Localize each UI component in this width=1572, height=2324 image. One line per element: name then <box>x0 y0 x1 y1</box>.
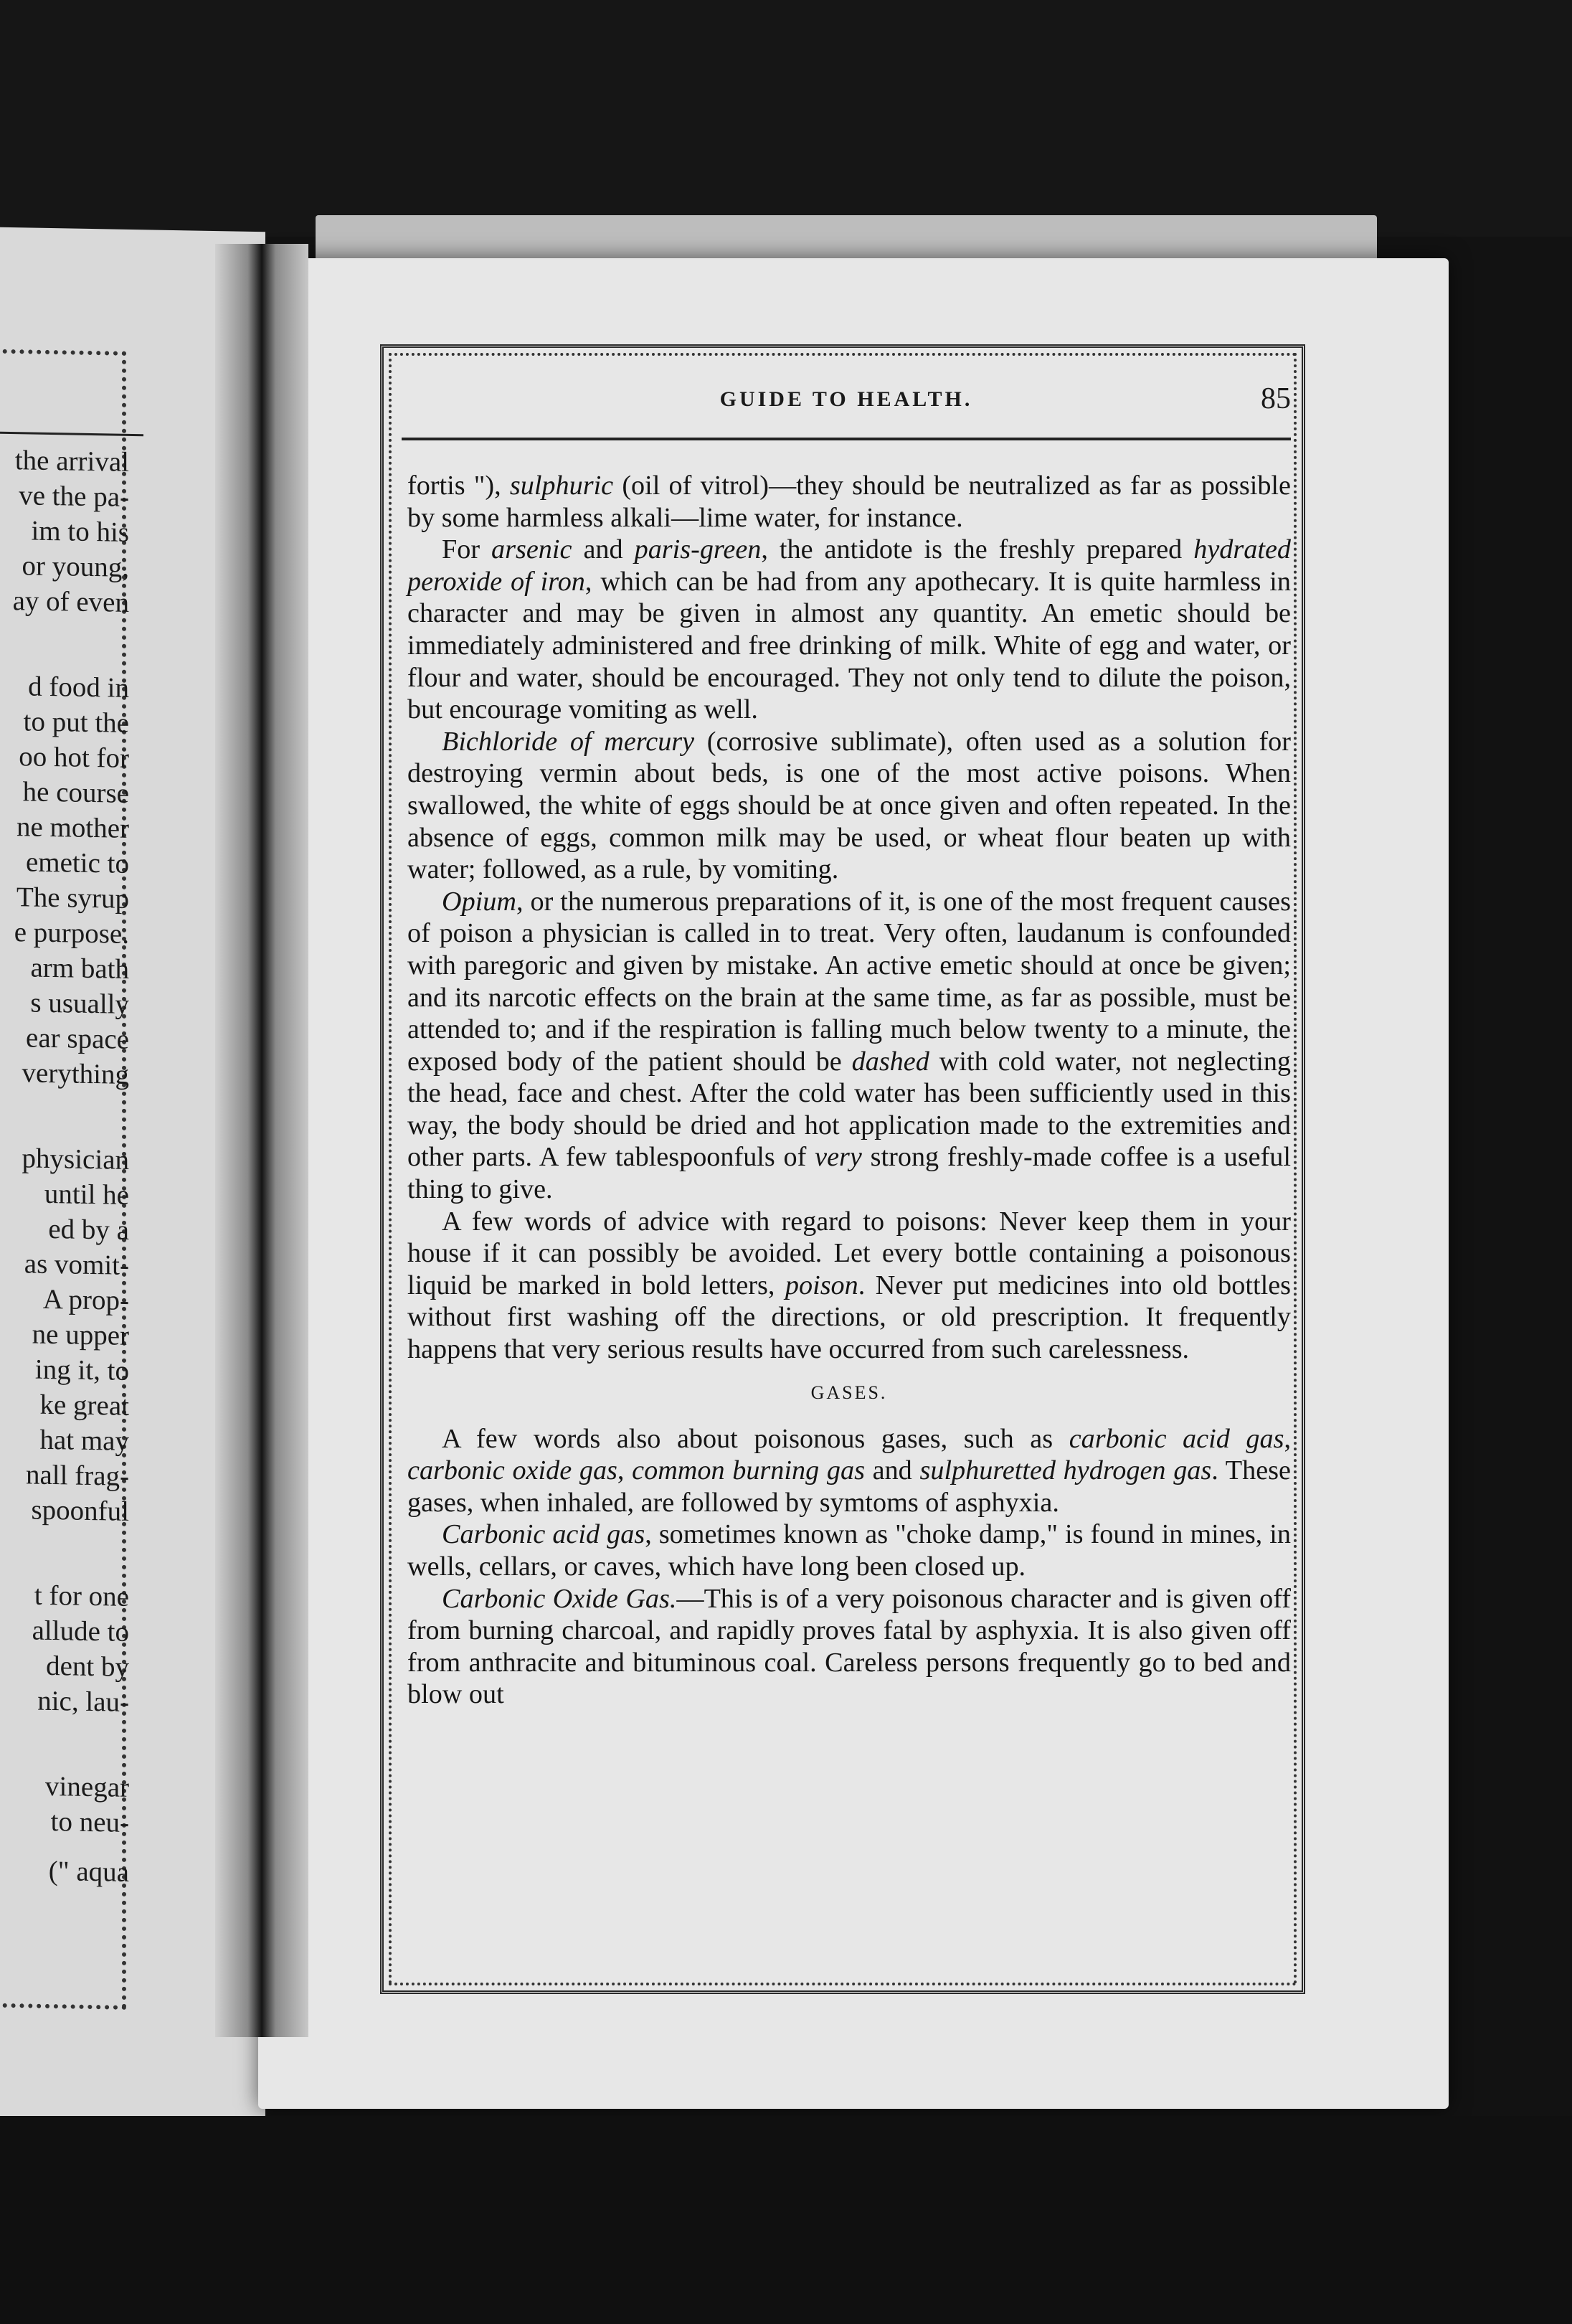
text-line: verything <box>22 1057 129 1090</box>
text-line: physician <box>22 1143 129 1176</box>
text-line: nall frag- <box>25 1459 129 1492</box>
text-line: hat may <box>39 1424 129 1457</box>
text-line: ke great <box>39 1389 129 1422</box>
text-line: arm bath <box>30 952 129 985</box>
section-heading: GASES. <box>810 1381 888 1403</box>
page-header <box>402 382 1291 430</box>
background <box>0 0 1572 237</box>
text-line: ve the pa- <box>19 480 129 513</box>
paragraph: Opium, or the numerous preparations of it, is one of the most frequent causes of poison a physician is called in to treat. Very often, laudanum is confounded with paregoric and given by mistake. An active emetic should at once be given; and its narcotic effects on the brain at the same time, as far as possible, must be attended to; and if the respiration is falling much below twenty to a minute, the exposed body of the patient should be dashed with cold water, not neglecting the head, face and chest. After the cold water has been sufficiently used in this way, the body should be dried and hot application made to the extremities and other parts. A few tablespoonfuls of very strong freshly-made coffee is a useful thing to give. <box>407 886 1292 1205</box>
text-line: e purpose. <box>14 917 129 950</box>
text-line: spoonful <box>31 1494 129 1527</box>
text-line: s usually <box>30 987 129 1020</box>
background-bottom <box>0 2116 1572 2324</box>
text-line: nic, lau- <box>37 1685 129 1718</box>
text-line: oo hot for <box>19 741 129 774</box>
paragraph: A few words also about poisonous gases, such as carbonic acid gas, carbonic oxide gas, common burning gas and sulphuretted hydrogen gas. These gases, when inhaled, are followed by symtoms of asphyxia. <box>407 1423 1291 1518</box>
paragraph: Bichloride of mercury (corrosive sublimate), often used as a solution for destroying vermin about beds, is one of the most active poisons. When swallowed, the white of eggs should be at once given and often repeated. In the absence of eggs, common milk may be used, or wheat flour beaten up with water; followed, as a rule, by vomiting. <box>407 726 1291 885</box>
text-line: the arrival <box>14 445 129 478</box>
text-line: vinegar <box>45 1770 129 1803</box>
paragraph: Carbonic Oxide Gas.—This is of a very poisonous character and is given off from burning charcoal, and rapidly proves fatal by asphyxia. It is also given off from anthracite and bituminous coal. Careless persons frequently go to bed and blow out <box>407 1583 1291 1710</box>
page-body <box>407 470 1291 1711</box>
page-edge <box>316 215 1377 258</box>
text-line: to put the <box>23 706 129 739</box>
text-line: (" aqua <box>48 1855 129 1888</box>
text-line: A prop- <box>42 1283 129 1316</box>
text-line: to neu- <box>50 1806 129 1838</box>
text-line: im to his <box>31 515 129 548</box>
text-line: he course <box>22 776 129 809</box>
text-line: allude to <box>32 1615 129 1648</box>
paragraph: fortis "), sulphuric (oil of vitrol)—they should be neutralized as far as possible by some harmless alkali—lime water, for instance. <box>407 471 1291 533</box>
text-line: d food in <box>28 671 129 704</box>
text-line: ne upper <box>32 1318 129 1351</box>
running-head: GUIDE TO HEALTH. <box>719 387 973 411</box>
text-line: or young, <box>22 550 129 583</box>
paragraph: For arsenic and paris-green, the antidote is the freshly prepared hydrated peroxide of iron, which can be had from any apothecary. It is quite harmless in character and may be given in almost any quantity. An emetic should be immediately administered and free drinking of milk. White of egg and water, or flour and water, should be encouraged. They not only tend to dilute the poison, but encourage vomiting as well. <box>407 534 1291 725</box>
text-line: ed by a <box>48 1213 129 1246</box>
text-line: until he <box>44 1178 129 1211</box>
text-line: ing it, to <box>34 1354 129 1387</box>
text-line: emetic to <box>25 846 129 879</box>
torn-spine <box>215 244 308 2037</box>
left-page-text <box>0 443 129 1890</box>
text-line: dent by <box>46 1650 129 1683</box>
text-line: ear space <box>26 1022 129 1055</box>
text-line: t for one <box>34 1579 129 1612</box>
page-number: 85 <box>1261 382 1291 415</box>
paragraph: A few words of advice with regard to poisons: Never keep them in your house if it can possibly be avoided. Let every bottle containing a poisonous liquid be marked in bold letters, poison. Never put medicines into old bottles without first washing off the directions, or old prescription. It frequently happens that very serious results have occurred from such carelessness. <box>407 1206 1292 1365</box>
text-line: The syrup <box>16 882 129 915</box>
paragraph: Carbonic acid gas, sometimes known as "choke damp," is found in mines, in wells, cellars, or caves, which have long been closed up. <box>407 1519 1291 1582</box>
header-rule <box>402 438 1291 440</box>
text-line: ay of even <box>12 585 129 618</box>
text-line: as vomit- <box>24 1248 129 1281</box>
text-line: ne mother <box>16 811 129 844</box>
